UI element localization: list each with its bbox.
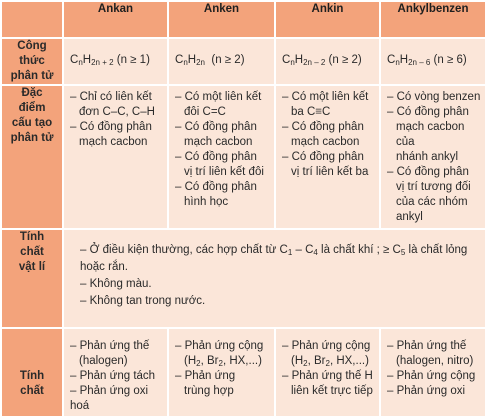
formula-ankin: $C_nH_{2n - 2}$ (n ≥ 2)	[275, 38, 380, 85]
row-head-chemical: Tính chất	[1, 328, 63, 417]
structure-ankan: – Chỉ có liên kết đơn C–C, C–H – Có đồng phân mạch cacbon	[63, 85, 168, 229]
structure-ankylbenzen: – Có vòng benzen – Có đồng phân mạch cacbon của nhánh ankyl – Có đồng phân vị trí tương đối của các nhóm ankyl	[380, 85, 486, 229]
row-head-structure: Đặc điểm cấu tạo phân tử	[1, 85, 63, 229]
chemical-anken: – Phản ứng cộng ($H_2$, $Br_2$, HX,...) – Phản ứng trùng hợp	[168, 328, 275, 417]
formula-ankan: $C_nH_{2n + 2}$ (n ≥ 1)	[63, 38, 168, 85]
physical-line-1: – Ở điều kiện thường, các hợp chất từ $C_1 - C_4$ là chất khí ; ≥ $C_5$ là chất lỏng	[80, 244, 468, 257]
col-head-ankin: Ankin	[275, 1, 380, 38]
formula-row	[1, 38, 486, 85]
row-head-physical: Tính chất vật lí	[1, 229, 63, 328]
header-row	[1, 1, 486, 38]
corner-cell	[1, 1, 63, 38]
col-head-ankan: Ankan	[63, 1, 168, 38]
col-head-ankylbenzen: Ankylbenzen	[380, 1, 486, 38]
structure-anken: – Có một liên kết đôi C=C – Có đồng phân mạch cacbon – Có đồng phân vị trí liên kết đôi – Có đồng phân hình học	[168, 85, 275, 229]
structure-row	[1, 85, 486, 229]
physical-properties	[63, 229, 486, 328]
chemical-row	[1, 328, 486, 417]
chemical-ankan: – Phản ứng thế (halogen) – Phản ứng tách – Phản ứng oxi hoá	[63, 328, 168, 417]
formula-ankylbenzen: $C_nH_{2n - 6}$ (n ≥ 6)	[380, 38, 486, 85]
physical-line-4: – Không tan trong nước.	[80, 295, 206, 307]
physical-line-2: hoặc rắn.	[80, 261, 128, 273]
physical-line-3: – Không màu.	[80, 278, 152, 290]
row-head-formula: Công thức phân tử	[1, 38, 63, 85]
formula-anken: $C_nH_{2n}$ (n ≥ 2)	[168, 38, 275, 85]
structure-ankin: – Có một liên kết ba C≡C – Có đồng phân mạch cacbon – Có đồng phân vị trí liên kết ba	[275, 85, 380, 229]
physical-row	[1, 229, 486, 328]
col-head-anken: Anken	[168, 1, 275, 38]
chemical-ankin: – Phản ứng cộng ($H_2$, $Br_2$, HX,...) – Phản ứng thế H liên kết trực tiếp	[275, 328, 380, 417]
chemical-ankylbenzen: – Phản ứng thế (halogen, nitro) – Phản ứng cộng – Phản ứng oxi	[380, 328, 486, 417]
